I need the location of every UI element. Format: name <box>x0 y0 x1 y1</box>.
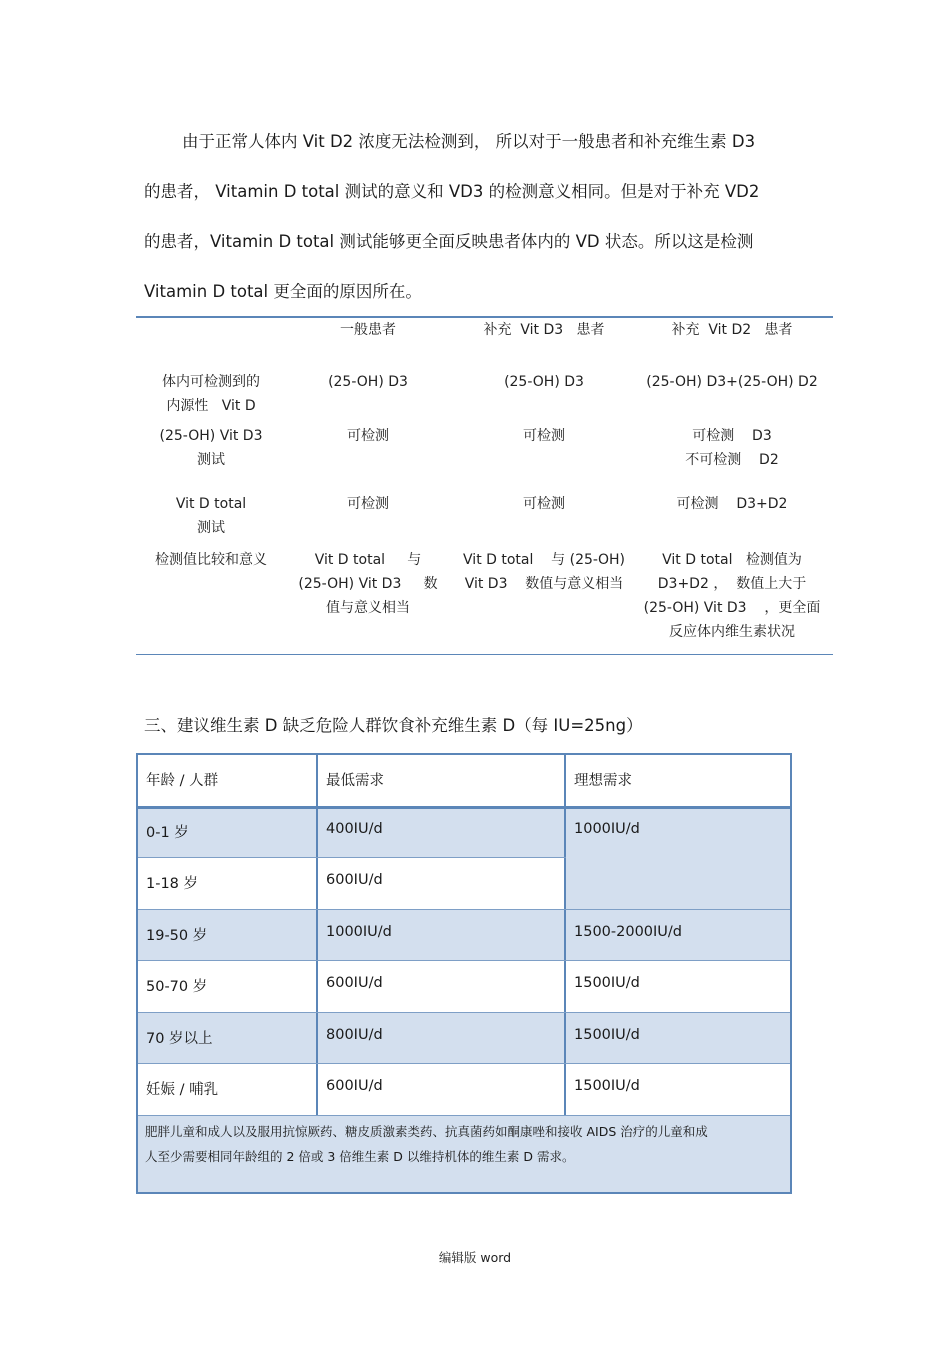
intro-line-3: 的患者，Vitamin D total 测试能够更全面反映患者体内的 VD 状态。所以这是检测 <box>144 232 754 251</box>
comparison-cell-d2-line: (25-OH) Vit D3 ，更全面 <box>643 600 821 616</box>
comparison-cell-d2 <box>632 492 832 516</box>
intro-paragraph <box>144 117 814 317</box>
intake-row-divider <box>138 1063 790 1064</box>
comparison-cell-general-line: (25-OH) D3 <box>328 374 408 390</box>
section-3-heading: 三、建议维生素 D 缺乏危险人群饮食补充维生素 D（每 IU=25ng） <box>144 716 643 735</box>
intake-row-divider <box>138 1115 790 1116</box>
comparison-cell-d3-line: 可检测 <box>523 496 565 512</box>
intake-row-ideal: 1500IU/d <box>566 1013 790 1065</box>
comparison-cell-d2-line: Vit D total 检测值为 <box>662 552 802 568</box>
intake-row-ideal: 1500IU/d <box>574 1078 640 1094</box>
intake-row-min: 1000IU/d <box>318 910 566 962</box>
comparison-cell-d3 <box>452 492 637 516</box>
comparison-row-label-line: 内源性 Vit D <box>166 398 256 414</box>
intake-row-min: 600IU/d <box>326 975 383 991</box>
intake-row-group: 50-70 岁 <box>146 979 208 995</box>
comparison-cell-d3 <box>452 370 637 394</box>
page-footer: 编辑版 word <box>438 1250 512 1265</box>
comparison-cell-general-line: Vit D total 与 <box>314 552 422 568</box>
intake-row-min: 800IU/d <box>318 1013 566 1065</box>
comparison-header-3: 补充 Vit D2 患者 <box>671 322 793 338</box>
intro-line-1: 由于正常人体内 Vit D2 浓度无法检测到， 所以对于一般患者和补充维生素 D3 <box>182 132 756 151</box>
comparison-cell-d2-line: 可检测 D3 <box>692 428 772 444</box>
comparison-cell-d3 <box>452 548 637 596</box>
intro-line-2: 的患者， Vitamin D total 测试的意义和 VD3 的检测意义相同。但是对于补充 VD2 <box>144 182 760 201</box>
intake-note <box>138 1115 790 1192</box>
comparison-cell-general <box>286 370 451 394</box>
comparison-cell-d2-line: 不可检测 D2 <box>685 452 779 468</box>
comparison-table <box>136 316 833 655</box>
comparison-row-label <box>136 492 286 540</box>
comparison-cell-d2-line: D3+D2 ， 数值上大于 <box>657 576 807 592</box>
comparison-header-1: 一般患者 <box>340 322 396 338</box>
intake-row-divider <box>138 1012 790 1013</box>
comparison-cell-d2 <box>632 370 832 394</box>
intake-row-group: 70 岁以上 <box>138 1013 318 1065</box>
comparison-row-label <box>136 548 286 572</box>
intake-row-ideal: 1500IU/d <box>574 975 640 991</box>
comparison-cell-d2 <box>632 424 832 472</box>
intake-row-divider <box>138 960 790 961</box>
comparison-row-label-line: 测试 <box>197 452 225 468</box>
comparison-cell-general-line: 值与意义相当 <box>326 600 410 616</box>
comparison-cell-general <box>286 492 451 516</box>
intake-table <box>136 753 792 1194</box>
comparison-cell-d3-line: Vit D total 与 (25-OH) <box>463 552 625 568</box>
comparison-cell-d3 <box>452 424 637 448</box>
intake-row-divider <box>138 806 790 809</box>
comparison-cell-general-line: 可检测 <box>347 496 389 512</box>
comparison-cell-general <box>286 424 451 448</box>
intake-row-ideal: 1500-2000IU/d <box>566 910 790 962</box>
comparison-cell-d2-line: (25-OH) D3+(25-OH) D2 <box>646 374 818 390</box>
comparison-cell-general-line: (25-OH) Vit D3 数 <box>298 576 438 592</box>
comparison-cell-general <box>286 548 451 620</box>
comparison-cell-d3-line: 可检测 <box>523 428 565 444</box>
comparison-row-label <box>136 370 286 418</box>
intake-row-min: 600IU/d <box>326 1078 383 1094</box>
comparison-cell-general-line: 可检测 <box>347 428 389 444</box>
comparison-cell-d2-line: 可检测 D3+D2 <box>676 496 788 512</box>
intake-row-group: 19-50 岁 <box>138 910 318 962</box>
intake-note-line-2: 人至少需要相同年龄组的 2 倍或 3 倍维生素 D 以维持机体的维生素 D 需求。 <box>145 1149 575 1164</box>
intake-header-2: 理想需求 <box>574 773 632 789</box>
comparison-cell-d2 <box>632 548 832 644</box>
comparison-cell-d2-line: 反应体内维生素状况 <box>669 624 795 640</box>
intake-row-min: 400IU/d <box>318 807 566 859</box>
intake-row-divider <box>138 857 566 858</box>
intake-row-group: 0-1 岁 <box>138 807 318 859</box>
intake-column-divider <box>316 755 318 1116</box>
intake-row-ideal-merged: 1000IU/d <box>566 807 790 910</box>
comparison-header-2: 补充 Vit D3 患者 <box>483 322 605 338</box>
comparison-cell-d3-line: (25-OH) D3 <box>504 374 584 390</box>
intake-header-1: 最低需求 <box>326 773 384 789</box>
comparison-row-label-line: 检测值比较和意义 <box>155 552 267 568</box>
intake-row-divider <box>138 909 790 910</box>
comparison-row-label-line: 体内可检测到的 <box>162 374 260 390</box>
intake-column-divider <box>564 755 566 1116</box>
comparison-row-label-line: Vit D total <box>175 496 247 512</box>
comparison-cell-d3-line: Vit D3 数值与意义相当 <box>464 576 624 592</box>
intake-note-line-1: 肥胖儿童和成人以及服用抗惊厥药、糖皮质激素类药、抗真菌药如酮康唑和接收 AIDS 治疗的儿童和成 <box>145 1124 708 1139</box>
intake-row-group: 妊娠 / 哺乳 <box>146 1082 219 1098</box>
intake-row-min: 600IU/d <box>326 872 383 888</box>
comparison-row-label-line: 测试 <box>197 520 225 536</box>
intake-header-0: 年龄 / 人群 <box>146 773 219 789</box>
comparison-row-label-line: (25-OH) Vit D3 <box>159 428 263 444</box>
comparison-row-label <box>136 424 286 472</box>
intake-row-group: 1-18 岁 <box>146 876 199 892</box>
intro-line-4: Vitamin D total 更全面的原因所在。 <box>144 282 422 301</box>
